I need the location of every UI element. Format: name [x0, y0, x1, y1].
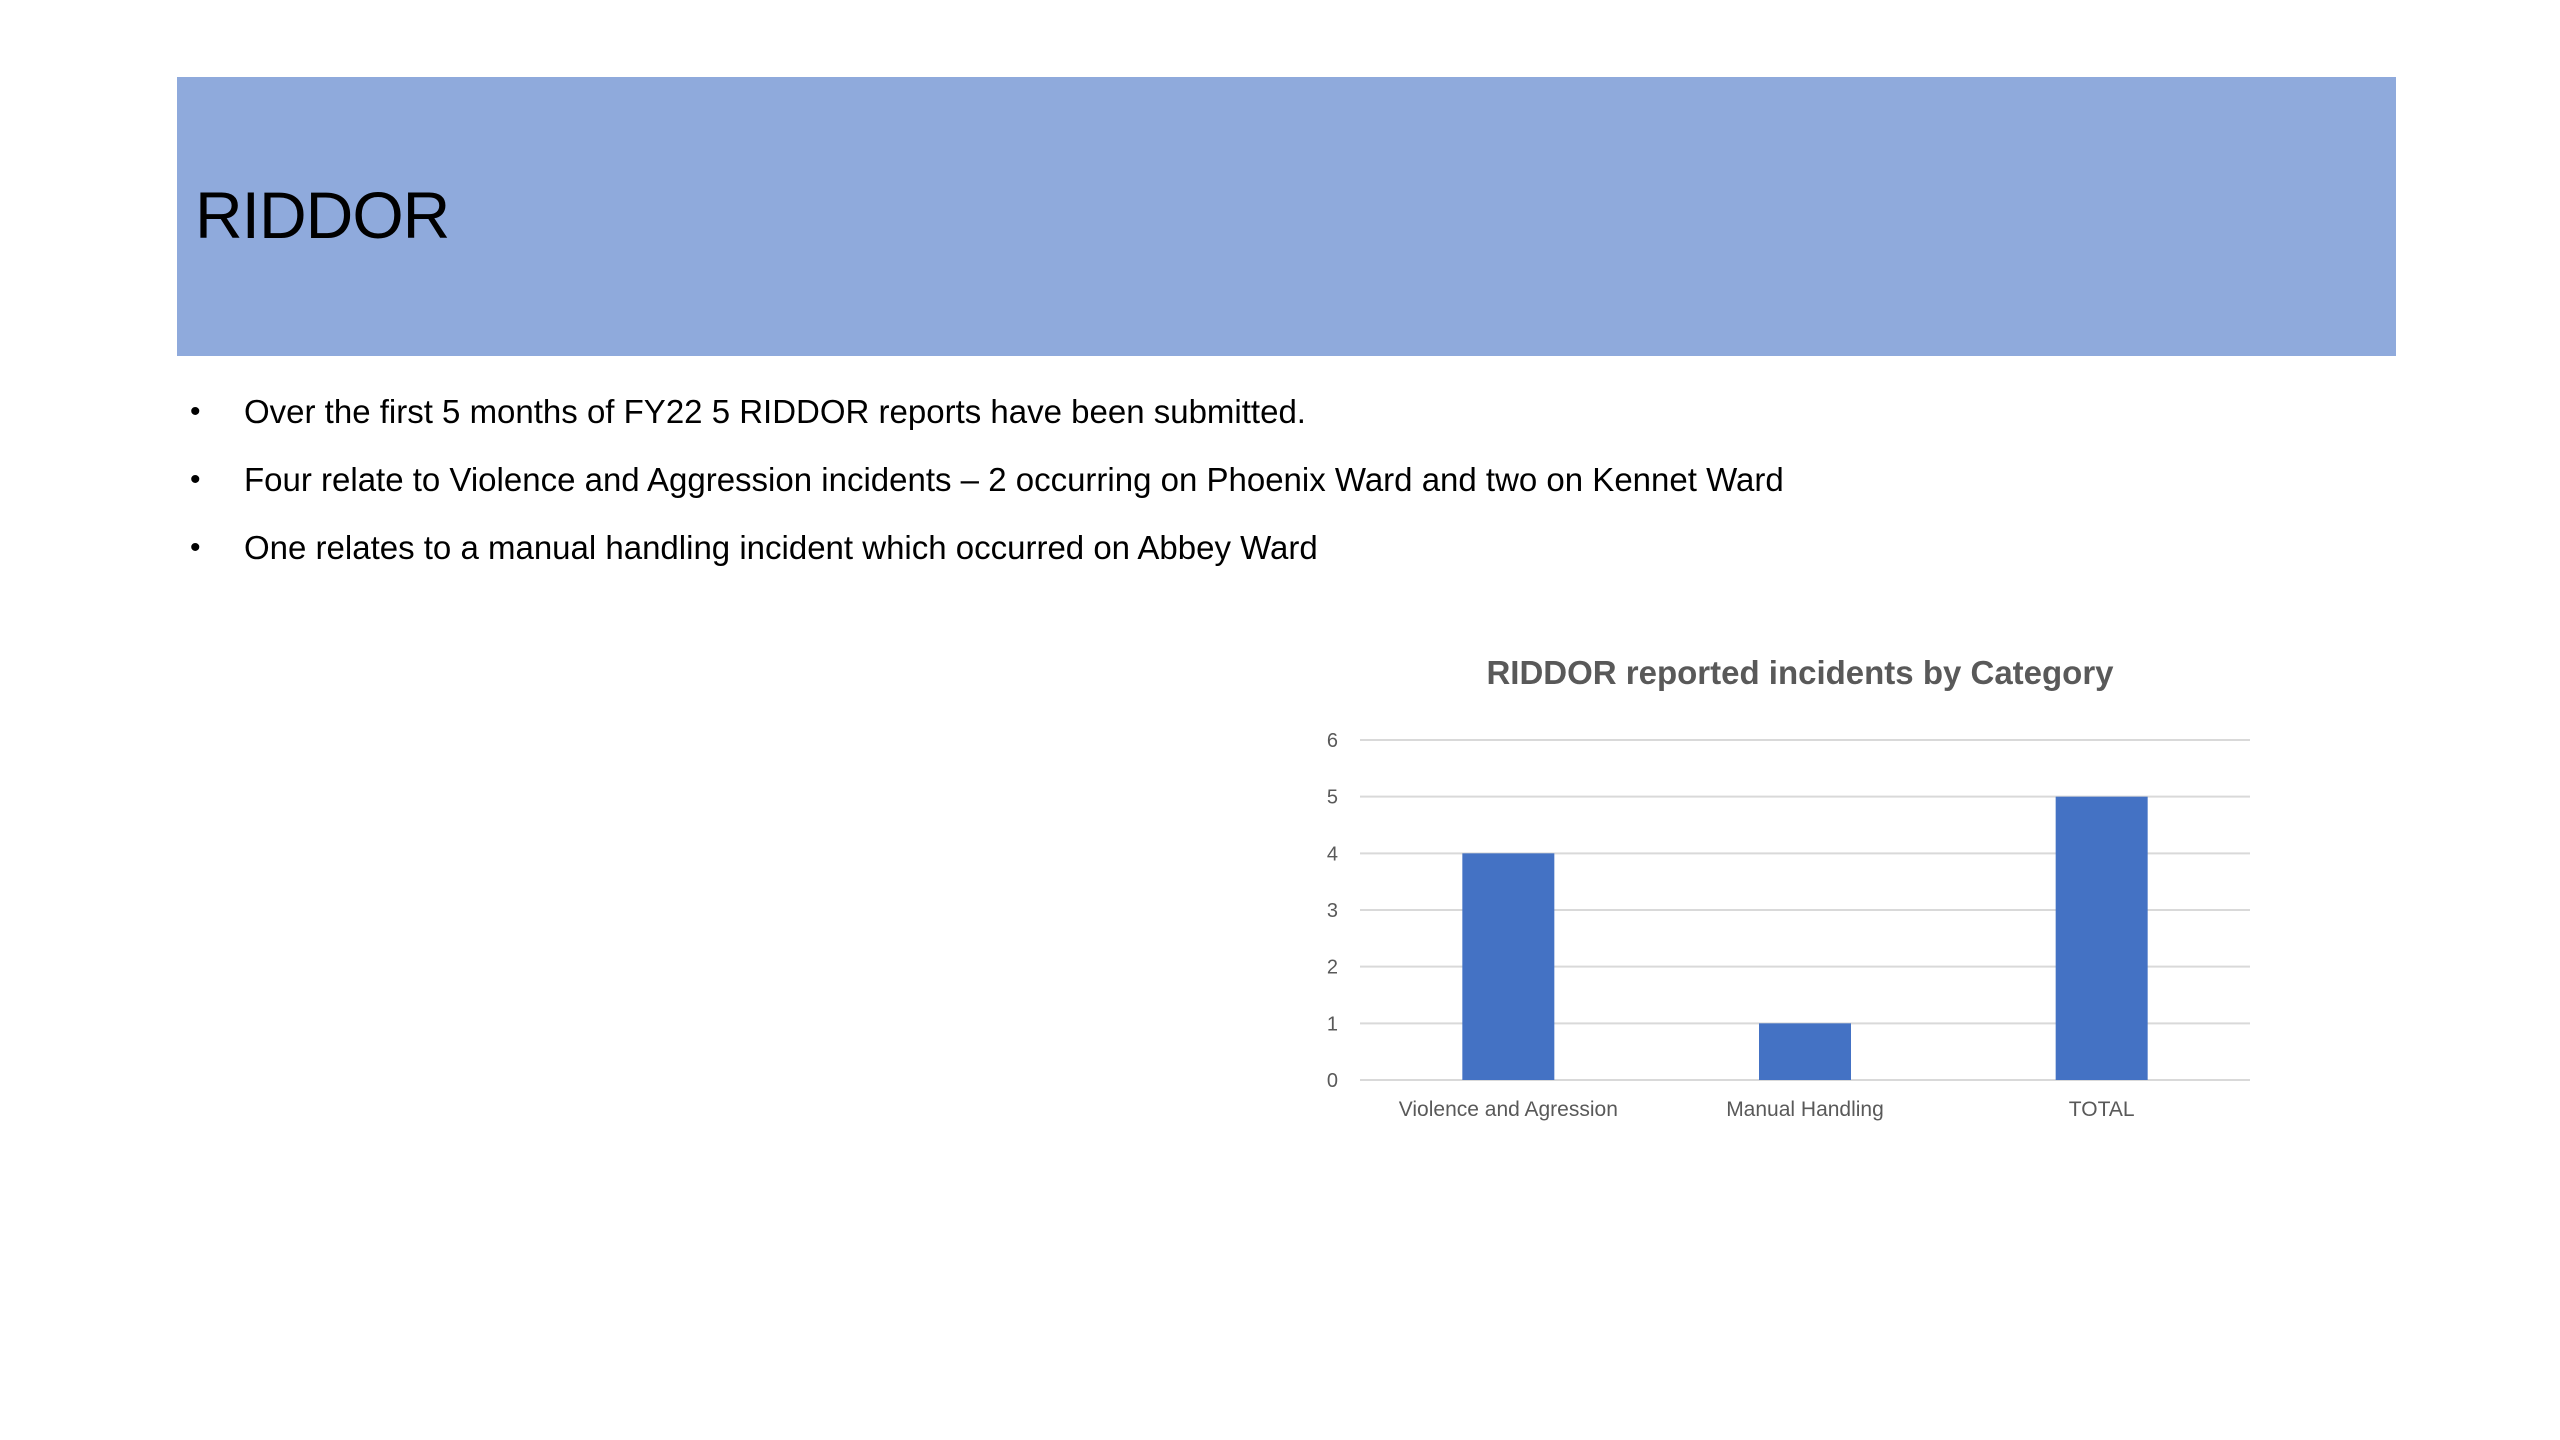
bullet-text: One relates to a manual handling incident which occurred on Abbey Ward [244, 529, 1318, 566]
bar [2056, 797, 2148, 1080]
x-tick-label: Manual Handling [1726, 1098, 1884, 1121]
chart-title: RIDDOR reported incidents by Category [1486, 654, 2114, 691]
bullet-text: Four relate to Violence and Aggression incidents – 2 occurring on Phoenix Ward and two on Kennet Ward [244, 461, 1784, 498]
bullet-text: Over the first 5 months of FY22 5 RIDDOR reports have been submitted. [244, 393, 1306, 430]
x-axis-ticks [1399, 1098, 2135, 1121]
bar [1759, 1023, 1851, 1080]
bullet-icon: • [190, 395, 201, 428]
y-tick-label: 4 [1326, 843, 1338, 866]
y-tick-label: 0 [1326, 1070, 1338, 1092]
slide-title: RIDDOR [195, 178, 450, 252]
title-band [177, 77, 2396, 356]
x-tick-label: TOTAL [2068, 1098, 2135, 1121]
y-tick-label: 2 [1326, 956, 1338, 979]
bar-chart [1290, 640, 2310, 1160]
y-tick-label: 3 [1326, 900, 1338, 922]
x-tick-label: Violence and Agression [1398, 1098, 1618, 1121]
y-tick-label: 6 [1326, 730, 1338, 752]
chart-bars [1462, 797, 2147, 1080]
y-tick-label: 1 [1326, 1013, 1338, 1036]
y-axis-ticks [1327, 730, 1338, 1092]
bullet-icon: • [190, 531, 201, 564]
bar [1462, 853, 1554, 1080]
bullet-icon: • [190, 463, 201, 496]
y-tick-label: 5 [1326, 786, 1338, 809]
